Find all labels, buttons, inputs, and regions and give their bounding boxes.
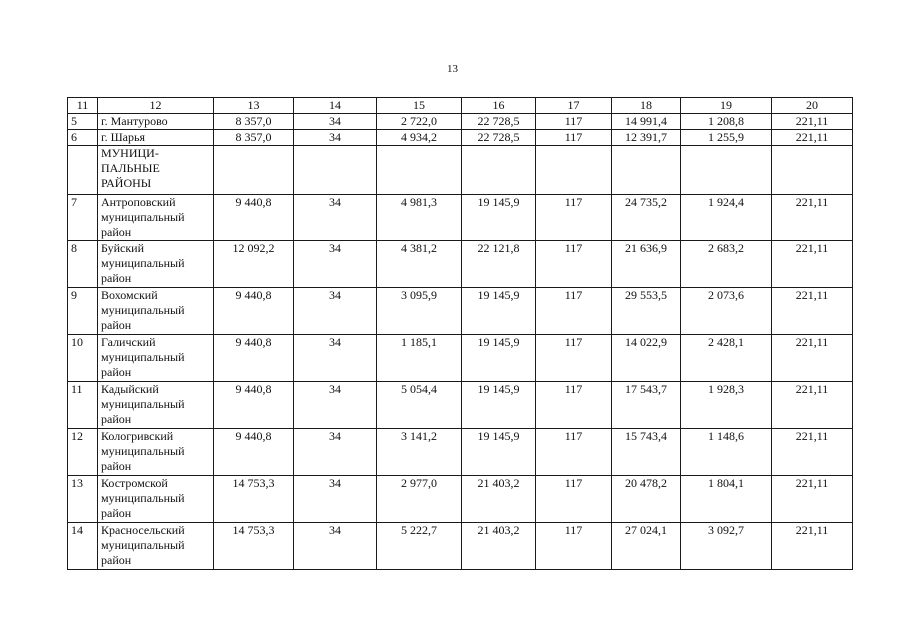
value-cell-20: 221,11 [772,335,853,382]
entity-name-cell [98,288,214,335]
value-cell-20: 221,11 [772,241,853,288]
entity-name-line: район [101,506,132,520]
value-cell-18: 14 022,9 [612,335,681,382]
table-row [68,114,853,130]
table-row [68,335,853,382]
value-cell-18: 15 743,4 [612,429,681,476]
value-cell-13 [214,146,294,195]
table-body [68,114,853,570]
value-cell-13: 9 440,8 [214,288,294,335]
value-cell-13: 14 753,3 [214,523,294,570]
value-cell-16: 19 145,9 [462,382,536,429]
entity-name-cell [98,382,214,429]
entity-name-line: Вохомский [101,288,158,302]
value-cell-18: 14 991,4 [612,114,681,130]
value-cell-13: 9 440,8 [214,429,294,476]
header-cell: 20 [772,98,853,114]
value-cell-14 [294,146,377,195]
value-cell-16: 19 145,9 [462,429,536,476]
value-cell-17: 117 [536,114,612,130]
value-cell-17: 117 [536,130,612,146]
value-cell-16: 22 121,8 [462,241,536,288]
value-cell-15: 3 141,2 [377,429,462,476]
value-cell-20: 221,11 [772,114,853,130]
value-cell-20: 221,11 [772,523,853,570]
value-cell-17: 117 [536,288,612,335]
value-cell-14: 34 [294,382,377,429]
value-cell-18: 21 636,9 [612,241,681,288]
value-cell-17: 117 [536,523,612,570]
value-cell-14: 34 [294,288,377,335]
entity-name-line: район [101,365,132,379]
table-row [68,288,853,335]
row-number-cell: 8 [68,241,98,288]
entity-name-line: район [101,412,132,426]
table-row [68,476,853,523]
value-cell-18: 29 553,5 [612,288,681,335]
value-cell-18: 12 391,7 [612,130,681,146]
value-cell-14: 34 [294,114,377,130]
header-cell: 18 [612,98,681,114]
header-row [68,98,853,114]
header-cell: 16 [462,98,536,114]
value-cell-20: 221,11 [772,288,853,335]
entity-name-line: ПАЛЬНЫЕ [101,161,160,175]
value-cell-15: 5 054,4 [377,382,462,429]
value-cell-16: 19 145,9 [462,335,536,382]
value-cell-13: 12 092,2 [214,241,294,288]
row-number-cell: 12 [68,429,98,476]
entity-name-line: Кологривский [101,429,174,443]
entity-name-cell [98,114,214,130]
value-cell-19: 1 148,6 [681,429,772,476]
entity-name-line: Костромской [101,476,168,490]
value-cell-16: 21 403,2 [462,523,536,570]
value-cell-20 [772,146,853,195]
value-cell-15: 4 981,3 [377,195,462,241]
entity-name-line: Красносельский [101,523,185,537]
value-cell-13: 8 357,0 [214,130,294,146]
entity-name-line: г. Мантурово [101,114,168,128]
value-cell-15: 4 934,2 [377,130,462,146]
header-cell: 11 [68,98,98,114]
entity-name-cell [98,130,214,146]
entity-name-line: район [101,271,132,285]
row-number-cell: 10 [68,335,98,382]
value-cell-13: 9 440,8 [214,335,294,382]
header-cell: 12 [98,98,214,114]
value-cell-18 [612,146,681,195]
entity-name-line: МУНИЦИ- [101,146,159,160]
value-cell-19: 2 428,1 [681,335,772,382]
row-number-cell: 6 [68,130,98,146]
value-cell-14: 34 [294,429,377,476]
entity-name-line: район [101,459,132,473]
value-cell-17: 117 [536,382,612,429]
value-cell-15: 2 977,0 [377,476,462,523]
row-number-cell: 7 [68,195,98,241]
value-cell-16: 22 728,5 [462,114,536,130]
entity-name-cell [98,241,214,288]
value-cell-16: 19 145,9 [462,288,536,335]
value-cell-14: 34 [294,241,377,288]
entity-name-line: район [101,225,132,239]
entity-name-line: РАЙОНЫ [101,176,152,190]
value-cell-15 [377,146,462,195]
header-cell: 13 [214,98,294,114]
entity-name-line: муниципальный [101,444,185,458]
value-cell-19: 1 928,3 [681,382,772,429]
value-cell-19: 1 208,8 [681,114,772,130]
entity-name-cell [98,195,214,241]
entity-name-line: Буйский [101,241,145,255]
value-cell-13: 8 357,0 [214,114,294,130]
value-cell-19: 2 683,2 [681,241,772,288]
value-cell-15: 3 095,9 [377,288,462,335]
row-number-cell: 11 [68,382,98,429]
value-cell-17: 117 [536,429,612,476]
entity-name-line: муниципальный [101,210,185,224]
entity-name-line: муниципальный [101,538,185,552]
entity-name-cell [98,523,214,570]
value-cell-19: 1 804,1 [681,476,772,523]
value-cell-14: 34 [294,130,377,146]
entity-name-line: Галичский [101,335,156,349]
data-table [67,97,853,570]
entity-name-line: г. Шарья [101,130,145,144]
value-cell-20: 221,11 [772,195,853,241]
value-cell-20: 221,11 [772,429,853,476]
entity-name-line: муниципальный [101,397,185,411]
header-cell: 14 [294,98,377,114]
entity-name-cell [98,429,214,476]
value-cell-16: 22 728,5 [462,130,536,146]
page-number: 13 [447,63,458,75]
value-cell-20: 221,11 [772,130,853,146]
entity-name-line: Антроповский [101,195,176,209]
value-cell-14: 34 [294,523,377,570]
table-row [68,241,853,288]
value-cell-14: 34 [294,476,377,523]
value-cell-20: 221,11 [772,382,853,429]
value-cell-14: 34 [294,335,377,382]
value-cell-16: 19 145,9 [462,195,536,241]
entity-name-cell [98,146,214,195]
value-cell-20: 221,11 [772,476,853,523]
entity-name-line: муниципальный [101,256,185,270]
value-cell-15: 1 185,1 [377,335,462,382]
entity-name-cell [98,335,214,382]
row-number-cell: 9 [68,288,98,335]
table-row [68,429,853,476]
value-cell-18: 17 543,7 [612,382,681,429]
value-cell-13: 9 440,8 [214,382,294,429]
table-row [68,382,853,429]
value-cell-15: 5 222,7 [377,523,462,570]
entity-name-line: район [101,318,132,332]
value-cell-13: 14 753,3 [214,476,294,523]
entity-name-line: муниципальный [101,303,185,317]
header-cell: 17 [536,98,612,114]
table-row [68,146,853,195]
value-cell-14: 34 [294,195,377,241]
value-cell-17 [536,146,612,195]
value-cell-17: 117 [536,241,612,288]
entity-name-line: Кадыйский [101,382,159,396]
entity-name-line: район [101,553,132,567]
header-cell: 15 [377,98,462,114]
value-cell-19: 1 255,9 [681,130,772,146]
value-cell-19: 1 924,4 [681,195,772,241]
row-number-cell: 5 [68,114,98,130]
value-cell-17: 117 [536,335,612,382]
row-number-cell [68,146,98,195]
value-cell-19: 3 092,7 [681,523,772,570]
row-number-cell: 13 [68,476,98,523]
value-cell-18: 20 478,2 [612,476,681,523]
table-row [68,195,853,241]
value-cell-19 [681,146,772,195]
table-row [68,523,853,570]
value-cell-18: 24 735,2 [612,195,681,241]
entity-name-line: муниципальный [101,350,185,364]
value-cell-19: 2 073,6 [681,288,772,335]
value-cell-17: 117 [536,195,612,241]
value-cell-13: 9 440,8 [214,195,294,241]
row-number-cell: 14 [68,523,98,570]
value-cell-15: 2 722,0 [377,114,462,130]
value-cell-17: 117 [536,476,612,523]
table-row [68,130,853,146]
value-cell-18: 27 024,1 [612,523,681,570]
value-cell-15: 4 381,2 [377,241,462,288]
entity-name-line: муниципальный [101,491,185,505]
header-cell: 19 [681,98,772,114]
value-cell-16: 21 403,2 [462,476,536,523]
entity-name-cell [98,476,214,523]
value-cell-16 [462,146,536,195]
